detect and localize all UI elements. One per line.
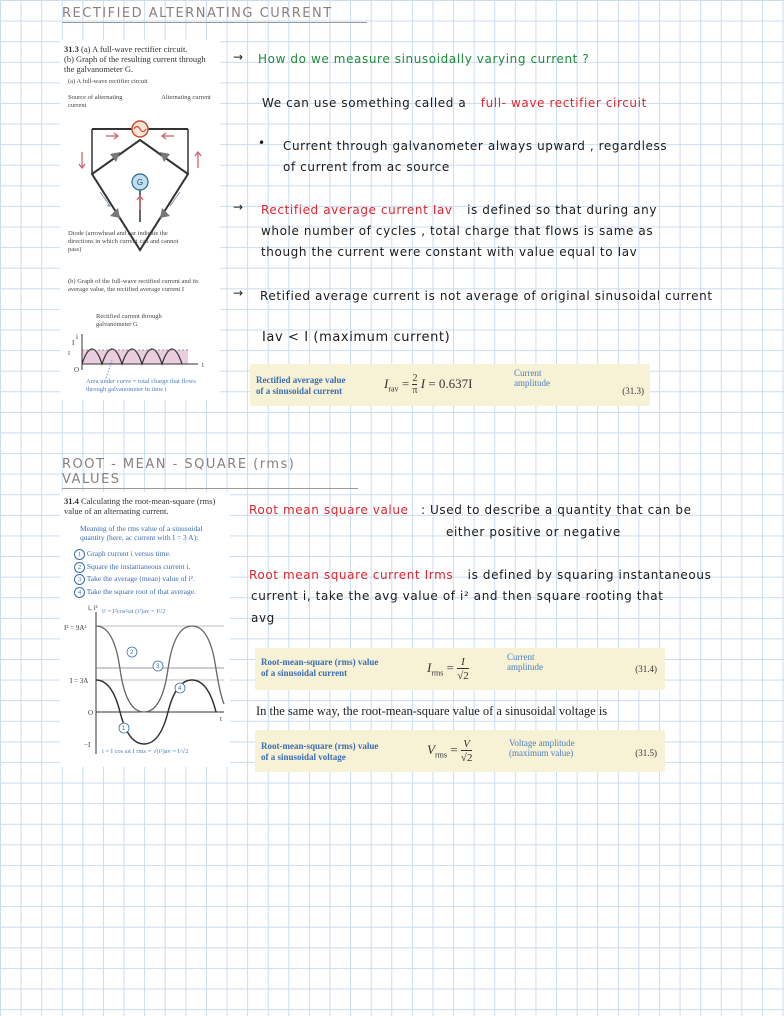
axis-t-label: t [202, 361, 204, 369]
figure-31-3-sub-a: (a) A full-wave rectifier circuit [68, 78, 148, 85]
rms-steps-list [74, 548, 230, 598]
axis-i-label: i [76, 333, 78, 341]
rectified-current-label: Rectified current through galvanometer G [96, 313, 162, 328]
bullet-icon: • [258, 136, 266, 150]
eq-31-3-label-line1: Rectified average value [256, 375, 346, 385]
figure-31-4-caption-text: Calculating the root-mean-square (rms) value of an alternating current. [64, 496, 216, 516]
step-number: 1 [74, 549, 85, 560]
rms-meaning-title: Meaning of the rms value of a sinusoidal quantity (here, ac current with I = 3 A): [80, 524, 203, 542]
svg-text:1: 1 [122, 726, 126, 732]
note-rms-value-rest: : Used to describe a quantity that can be [420, 503, 692, 517]
step-text: Graph current i versus time. [86, 549, 171, 558]
figure-31-3-caption-b: (b) Graph of the resulting current through the galvanometer G. [64, 54, 206, 74]
figure-31-3-sub-b: (b) Graph of the full-wave rectified current and its average value, the rectified average current I [68, 278, 199, 293]
rms-formula-bottom: i = I cos ωt I rms = √(i²)av = I/√2 [102, 748, 189, 755]
note-irms-line3: avg [251, 611, 275, 625]
section2-heading-text: ROOT - MEAN - SQUARE (rms) VALUES [62, 457, 296, 487]
rms-formula-top: i² = I²cos²ωt (i²)av = I²/2 [102, 608, 166, 615]
arrow-icon: → [233, 200, 244, 214]
step-text: Square the instantaneous current i. [86, 561, 191, 571]
y-label-neg: −I [84, 741, 91, 749]
note-galvanometer-line2: of current from ac source [283, 160, 450, 174]
axis-origin-label: O [74, 366, 80, 374]
galvanometer-label: G [136, 178, 144, 187]
t-axis-label: t [220, 715, 222, 723]
eq-31-4-formula: $I_{rms} = I$ √2 [427, 656, 469, 682]
figure-31-4 [60, 492, 230, 767]
svg-text:4: 4 [178, 686, 182, 692]
eq-31-4-label-line2: of a sinusoidal current [261, 668, 348, 678]
note-rectified-not-average: Retified average current is not average of original sinusoidal current [260, 289, 713, 303]
svg-text:2: 2 [130, 650, 134, 656]
eq-31-5-label [261, 741, 378, 763]
note-rms-value-line2: either positive or negative [446, 525, 621, 539]
eq-31-3-formula: $I_{rav} = 2$ π I = 0.637I [384, 373, 473, 396]
eq-31-4-number: (31.4) [635, 664, 657, 674]
note-iav-line2: whole number of cycles , total charge that flows is same as [261, 224, 654, 238]
eq-31-5-amp-line1: Voltage amplitude [509, 738, 575, 748]
area-under-curve-label: Area under curve = total charge that flows through galvanometer in time t [86, 378, 196, 393]
arrow-icon: → [233, 286, 244, 300]
eq-31-3-value: = 0.637I [428, 375, 473, 391]
note-rectifier [262, 96, 647, 110]
rms-step [74, 586, 230, 599]
figure-31-3-caption-a: (a) A full-wave rectifier circuit. [81, 44, 188, 54]
axis-I-label: I [72, 339, 75, 347]
note-irms-line2: current i, take the avg value of i² and then square rooting that [251, 589, 664, 603]
note-irms-rest: is defined by squaring instantaneous [467, 568, 712, 582]
arrow-icon: → [233, 50, 244, 64]
eq-31-5-label-line1: Root-mean-square (rms) value [261, 741, 379, 751]
figure-31-4-caption [64, 496, 224, 516]
note-iav-line3: though the current were constant with value equal to Iav [261, 245, 638, 259]
alternating-current-label: Alternating current [161, 94, 211, 101]
diode-label: Diode (arrowhead and bar indicate the directions in which current can and cannot pass) [68, 230, 179, 253]
note-irms-term: Root mean square current Irms [249, 568, 454, 582]
note-iav-line1 [261, 203, 657, 217]
y-label-3a: I = 3A [70, 677, 89, 685]
equation-31-3 [250, 364, 650, 406]
eq-31-3-amp-line1: Current [514, 368, 542, 378]
eq-31-4-label [261, 657, 378, 679]
eq-31-5-amplitude [509, 738, 575, 758]
figure-31-3-number: 31.3 [64, 44, 79, 54]
eq-31-5-amp-line2: (maximum value) [509, 748, 574, 758]
figure-31-4-number: 31.4 [64, 496, 79, 506]
eq-31-3-label-line2: of a sinusoidal current [256, 386, 343, 396]
note-rms-value-term: Root mean square value [249, 503, 409, 517]
eq-31-4-label-line1: Root-mean-square (rms) value [261, 657, 379, 667]
rms-step [74, 573, 230, 586]
step-number: 2 [74, 562, 85, 573]
eq-31-3-number: (31.3) [622, 386, 644, 396]
step-number: 3 [74, 574, 85, 585]
figure-31-3-caption [64, 44, 218, 74]
equation-31-4 [255, 648, 665, 690]
note-galvanometer-line1: Current through galvanometer always upward , regardless [283, 139, 668, 153]
step-number: 4 [74, 587, 85, 598]
eq-31-4-amplitude [507, 652, 543, 672]
note-rectifier-text: We can use something called a [262, 96, 467, 110]
eq-31-3-amplitude [514, 368, 550, 388]
rms-step [74, 561, 230, 574]
eq-31-5-label-line2: of a sinusoidal voltage [261, 752, 346, 762]
section1-heading-text: RECTIFIED ALTERNATING CURRENT [62, 6, 333, 21]
axis-Irav-label: I [68, 351, 70, 357]
eq-31-4-amp-line2: amplitude [507, 662, 543, 672]
eq-31-3-amp-line2: amplitude [514, 378, 550, 388]
equation-31-5 [255, 730, 665, 772]
step-text: Take the square root of that average. [86, 586, 196, 596]
note-iav-rest: is defined so that during any [467, 203, 658, 217]
source-label: Source of alternating current [68, 94, 123, 109]
figure-31-3 [60, 40, 220, 400]
note-rms-value-line1 [249, 503, 692, 517]
eq-31-3-label [256, 375, 345, 397]
voltage-body-text: In the same way, the root-mean-square value of a sinusoidal voltage is [256, 704, 608, 718]
eq-31-5-formula: $V_{rms} = V$ √2 [427, 738, 473, 764]
step-text: Take the average (mean) value of i². [86, 574, 195, 583]
note-iav-term: Rectified average current Iav [261, 203, 453, 217]
note-measure-current: How do we measure sinusoidally varying current ? [258, 52, 590, 66]
current-arrows [79, 133, 201, 210]
rms-step-markers [119, 647, 185, 733]
note-irms-line1 [249, 568, 711, 582]
svg-text:3: 3 [156, 664, 160, 670]
eq-31-5-number: (31.5) [635, 748, 657, 758]
rms-step [74, 548, 230, 561]
rms-graph [60, 604, 230, 764]
note-rectifier-term: full- wave rectifier circuit [480, 96, 647, 110]
note-iav-inequality: Iav < I (maximum current) [262, 330, 451, 345]
section1-heading [62, 6, 367, 23]
y-label-origin: O [88, 709, 94, 717]
y-label-9a: I² = 9A² [64, 624, 87, 632]
section2-heading [62, 457, 358, 489]
eq-31-4-amp-line1: Current [507, 652, 535, 662]
y-axis-label: i, i² [88, 604, 98, 612]
